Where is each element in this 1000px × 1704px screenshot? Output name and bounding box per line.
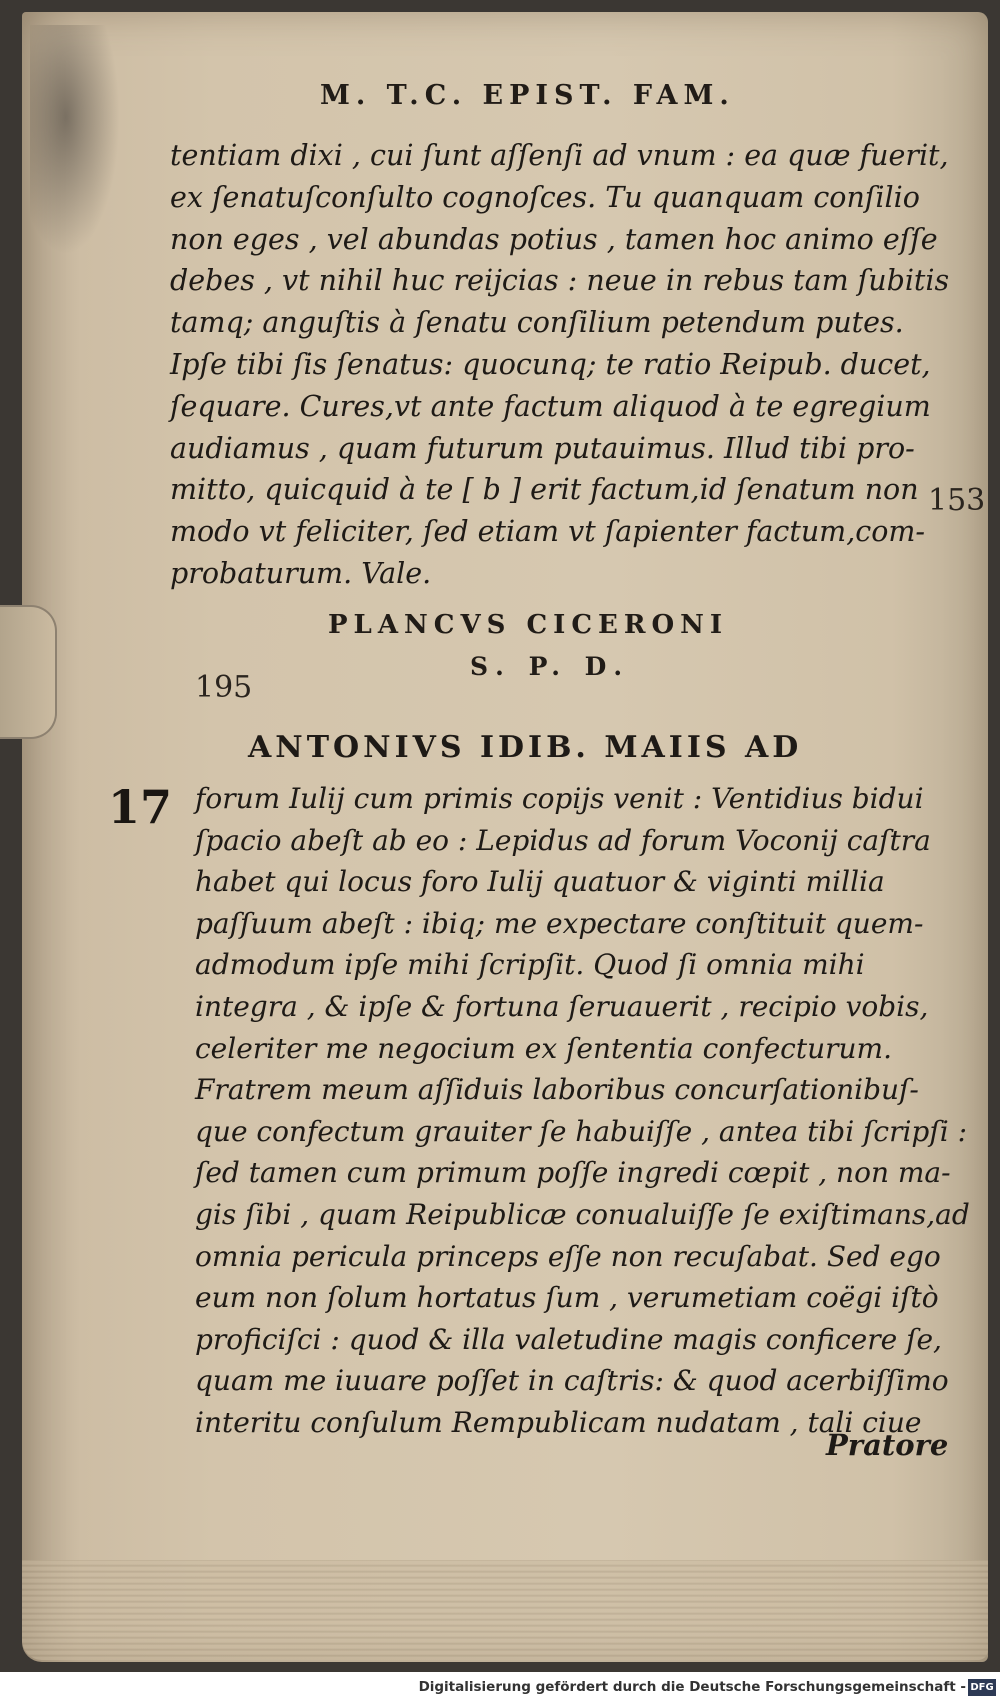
margin-number-17: 17 <box>108 780 173 834</box>
text-line: ex ſenatuſconſulto cognoſces. Tu quanquam conſilio <box>170 180 920 214</box>
text-line: omnia pericula princeps eſſe non recuſabat. Sed ego <box>195 1239 941 1273</box>
text-line: Fratrem meum aſſiduis laboribus concurſationibuſ- <box>195 1073 919 1107</box>
margin-number-195: 195 <box>195 670 253 705</box>
text-line: non eges , vel abundas potius , tamen hoc animo eſſe <box>170 222 938 256</box>
text-line: que confectum grauiter ſe habuiſſe , antea tibi ſcripſi : <box>195 1114 968 1148</box>
text-line: modo vt feliciter, ſed etiam vt ſapienter factum,com- <box>170 515 926 549</box>
opening-line: ANTONIVS IDIB. MAIIS AD <box>248 730 803 765</box>
text-line: eum non ſolum hortatus ſum , verumetiam coëgi iſtò <box>195 1281 939 1315</box>
letter-heading: PLANCVS CICERONI <box>328 610 729 640</box>
lower-text-block <box>195 778 970 1444</box>
text-line: debes , vt nihil huc reijcias : neue in rebus tam ſubitis <box>170 264 950 298</box>
letter-salutation: S. P. D. <box>470 652 631 681</box>
footer-bar <box>0 1672 1000 1704</box>
text-line: admodum ipſe mihi ſcripſit. Quod ſi omnia mihi <box>195 948 865 982</box>
upper-text-block <box>170 135 949 595</box>
folio-number: 153 <box>928 483 986 518</box>
text-line: ſpacio abeſt ab eo : Lepidus ad forum Voconij caſtra <box>195 823 931 857</box>
text-line: interitu conſulum Rempublicam nudatam , tali ciue <box>195 1405 922 1439</box>
catchword: Pratore <box>826 1428 949 1462</box>
text-line: tamq; anguſtis à ſenatu conſilium petendum putes. <box>170 306 904 340</box>
text-line: paſſuum abeſt : ibiq; me expectare conſtituit quem- <box>195 906 924 940</box>
text-line: habet qui locus foro Iulij quatuor & viginti millia <box>195 865 885 899</box>
footer-credit: Digitalisierung gefördert durch die Deutsche Forschungsgemeinschaft - <box>418 1679 966 1695</box>
running-head: M. T.C. EPIST. FAM. <box>320 80 735 111</box>
text-line: quam me iuuare poſſet in caſtris: & quod acerbiſſimo <box>195 1364 949 1398</box>
text-line: audiamus , quam futurum putauimus. Illud tibi pro- <box>170 431 915 465</box>
text-line: tentiam dixi , cui ſunt aſſenſi ad vnum : ea quæ fuerit, <box>170 139 949 172</box>
page-stain <box>30 25 120 255</box>
text-line: forum Iulij cum primis copijs venit : Ventidius bidui <box>195 782 924 815</box>
dfg-logo: DFG <box>968 1679 996 1696</box>
text-line: Ipſe tibi ſis ſenatus: quocunq; te ratio Reipub. ducet, <box>170 347 931 381</box>
text-line: celeriter me negocium ex ſententia confecturum. <box>195 1031 892 1065</box>
page-edges <box>22 1560 988 1660</box>
text-line: integra , & ipſe & fortuna ſeruauerit , recipio vobis, <box>195 989 929 1023</box>
text-line: mitto, quicquid à te [ b ] erit factum,id ſenatum non <box>170 473 919 507</box>
text-line: gis ſibi , quam Reipublicæ conualuiſſe ſe exiſtimans,ad <box>195 1197 970 1231</box>
text-line: ſed tamen cum primum poſſe ingredi cœpit , non ma- <box>195 1156 951 1190</box>
binding-clasp <box>0 605 57 739</box>
text-line: probaturum. Vale. <box>170 556 432 590</box>
text-line: proficiſci : quod & illa valetudine magis conficere ſe, <box>195 1322 942 1356</box>
text-line: ſequare. Cures,vt ante factum aliquod à te egregium <box>170 389 931 423</box>
